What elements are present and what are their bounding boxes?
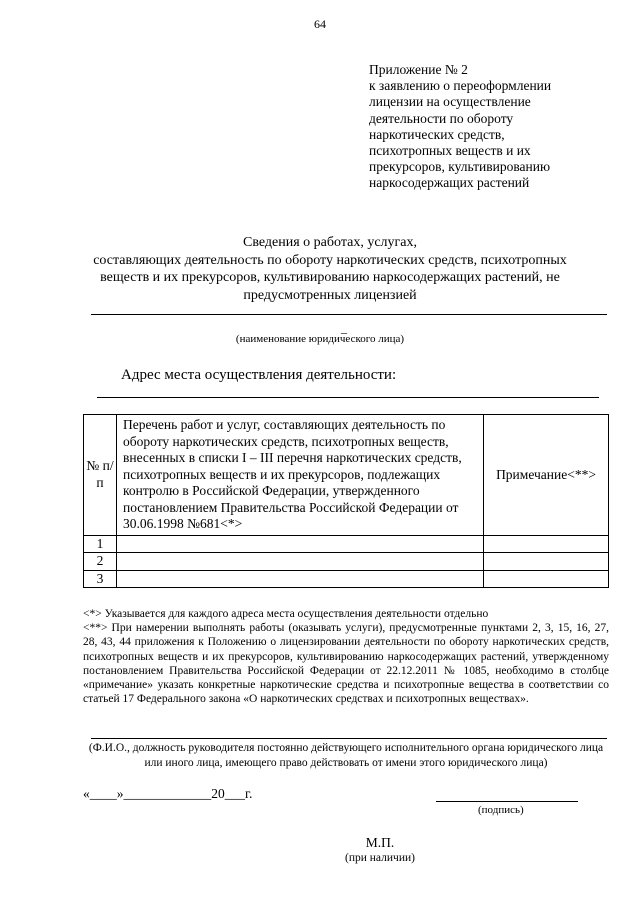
title-line: Сведения о работах, услугах, <box>243 235 417 250</box>
appendix-line: к заявлению о переоформлении <box>369 78 552 94</box>
appendix-line: психотропных веществ и их <box>369 143 531 159</box>
date-line[interactable]: «____»_____________20___г. <box>83 786 253 801</box>
org-name-caption: (наименование юридического лица) <box>235 333 405 345</box>
address-field[interactable] <box>97 397 599 398</box>
row-number: 2 <box>84 553 117 571</box>
stamp-label: М.П. <box>365 835 395 850</box>
document-title <box>60 234 600 304</box>
row-note-cell[interactable] <box>484 553 609 571</box>
page-number: 64 <box>314 17 326 31</box>
header-note: Примечание<**> <box>484 415 609 536</box>
row-works-cell[interactable] <box>117 570 484 588</box>
signature-field[interactable] <box>436 801 578 802</box>
title-line: веществ и их прекурсоров, культивированию наркосодержащих растений, не <box>100 270 560 286</box>
appendix-line: деятельности по обороту <box>369 110 514 126</box>
signatory-field[interactable] <box>91 738 607 739</box>
appendix-line: лицензии на осуществление <box>369 94 531 110</box>
table-row <box>84 553 609 571</box>
appendix-heading <box>369 62 629 192</box>
address-label: Адрес места осуществления деятельности: <box>121 367 397 383</box>
header-number: № п/п <box>84 415 117 536</box>
row-works-cell[interactable] <box>117 553 484 571</box>
title-line: предусмотренных лицензией <box>243 287 417 303</box>
footnote-2: <**> При намерении выполнять работы (оказывать услуги), предусмотренные пунктами 2, 3, 15, 16, 27, 28, 43, 44 приложения к Положению о лицензировании деятельности по обороту наркотических средств, психотропных веществ и их прекурсоров, культивированию наркосодержащих растений, утвержденному постановлением Правительства Российской Федерации от 22.12.2011 № 1085, необходимо в столбце «примечание» указать конкретные наркотические средства и психотропные вещества в соответствии со статьей 17 Федерального закона «О наркотических средствах и психотропных веществах». <box>83 622 609 706</box>
stamp-caption: (при наличии) <box>345 852 415 864</box>
row-number: 3 <box>84 570 117 588</box>
table-row <box>84 570 609 588</box>
appendix-line: наркотических средств, <box>369 126 505 142</box>
appendix-line: наркосодержащих растений <box>369 175 530 191</box>
appendix-line: прекурсоров, культивированию <box>369 159 551 175</box>
signature-caption: (подпись) <box>478 804 524 816</box>
works-table <box>83 414 609 588</box>
row-note-cell[interactable] <box>484 535 609 553</box>
appendix-line: Приложение № 2 <box>369 62 468 77</box>
title-line: составляющих деятельность по обороту наркотических средств, психотропных <box>93 252 567 268</box>
footnotes <box>83 607 609 706</box>
footnote-1: <*> Указывается для каждого адреса места осуществления деятельности отдельно <box>83 608 489 620</box>
row-number: 1 <box>84 535 117 553</box>
row-note-cell[interactable] <box>484 570 609 588</box>
table-header-row <box>84 415 609 536</box>
signatory-caption: (Ф.И.О., должность руководителя постоянно действующего исполнительного органа юридического лица или иного лица, имеющего право действовать от имени этого юридического лица) <box>88 742 604 769</box>
header-works-list: Перечень работ и услуг, составляющих деятельность по обороту наркотических средств, психотропных веществ, внесенных в списки I – III перечня наркотических средств, психотропных веществ и их прекурсоров, подлежащих контролю в Российской Федерации, утвержденного постановлением Правительства Российской Федерации от 30.06.1998 №681<*> <box>117 415 484 536</box>
org-name-field[interactable] <box>91 314 607 315</box>
org-name-dash: _ <box>341 321 347 335</box>
table-row <box>84 535 609 553</box>
row-works-cell[interactable] <box>117 535 484 553</box>
